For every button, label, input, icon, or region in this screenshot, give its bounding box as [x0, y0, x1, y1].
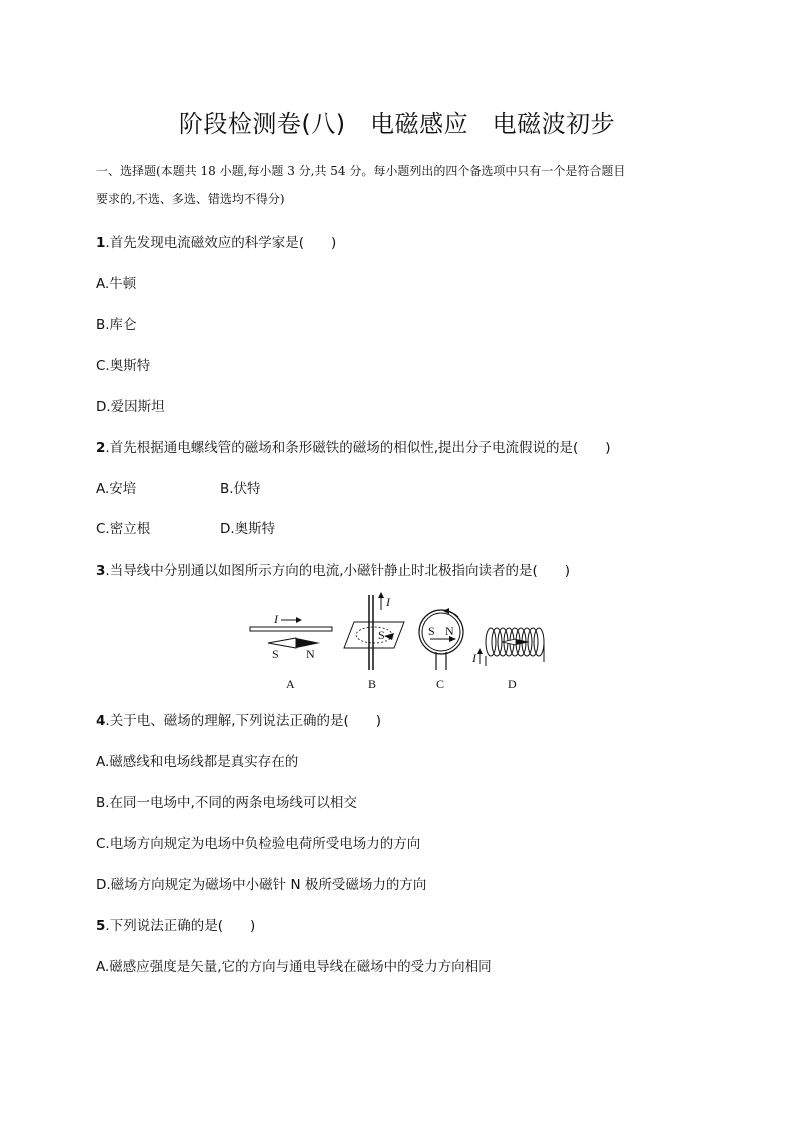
question-2-text: .首先根据通电螺线管的磁场和条形磁铁的磁场的相似性,提出分子电流假说的是( ): [105, 440, 611, 456]
question-3-text: .当导线中分别通以如图所示方向的电流,小磁针静止时北极指向读者的是( ): [105, 563, 571, 579]
current-label-d: I: [472, 651, 476, 665]
question-4-option-d: D.磁场方向规定为磁场中小磁针 N 极所受磁场力的方向: [96, 877, 427, 893]
question-4-text: .关于电、磁场的理解,下列说法正确的是( ): [105, 713, 382, 729]
current-arrowhead-d: [477, 648, 483, 654]
page-title: 阶段检测卷(八) 电磁感应 电磁波初步: [178, 110, 616, 138]
figure-label-c: C: [436, 677, 445, 691]
question-1-number: 1: [96, 235, 106, 251]
question-3-figure: [244, 590, 554, 694]
question-5-option-a: A.磁感应强度是矢量,它的方向与通电导线在磁场中的受力方向相同: [96, 959, 492, 975]
question-4-option-a: A.磁感线和电场线都是真实存在的: [96, 754, 299, 770]
question-2-option-c: C.密立根: [96, 521, 151, 537]
section-instructions: [96, 157, 706, 213]
field-circle-b: [356, 627, 392, 643]
coil-turn-2: [492, 628, 502, 656]
figure-b: [344, 592, 404, 691]
section-line-2: 要求的,不选、多选、错选均不得分): [96, 192, 285, 206]
question-1-option-c: C.奥斯特: [96, 358, 151, 374]
figure-label-a: A: [286, 677, 295, 691]
question-4-number: 4: [96, 713, 106, 729]
question-2-option-b: B.伏特: [220, 481, 261, 497]
question-2-option-d: D.奥斯特: [220, 521, 276, 537]
question-1-stem: [96, 231, 336, 251]
south-label-b: S: [378, 628, 385, 642]
question-3-number: 3: [96, 563, 106, 579]
section-line-1: 一、选择题(本题共 18 小题,每小题 3 分,共 54 分。每小题列出的四个备选项中只有一个是符合题目: [96, 164, 626, 178]
loop-outer-c: [419, 610, 463, 654]
question-5-number: 5: [96, 918, 106, 934]
question-4-option-c: C.电场方向规定为电场中负检验电荷所受电场力的方向: [96, 836, 421, 852]
wire-a: [250, 627, 332, 631]
figure-a: [250, 612, 332, 691]
leads-c: [436, 652, 446, 670]
question-2-number: 2: [96, 440, 106, 456]
question-1-option-d: D.爱因斯坦: [96, 399, 165, 415]
south-label-c: S: [428, 624, 435, 638]
figure-label-d: D: [508, 677, 517, 691]
north-label-c: N: [445, 624, 454, 638]
current-label-b: I: [386, 595, 390, 609]
question-2-option-a: A.安培: [96, 481, 137, 497]
figure-d: [471, 628, 544, 691]
question-5-stem: [96, 914, 255, 934]
question-2-stem: [96, 436, 611, 456]
current-arrowhead-b: [378, 592, 384, 598]
question-1-option-b: B.库仑: [96, 317, 137, 333]
current-arrowhead-a: [296, 617, 302, 623]
question-4-stem: [96, 709, 381, 729]
north-label-a: N: [306, 647, 315, 661]
coil-turn-9: [534, 628, 544, 656]
question-5-text: .下列说法正确的是( ): [105, 918, 256, 934]
coil-turn-1: [486, 628, 496, 656]
question-1-text: .首先发现电流磁效应的科学家是( ): [105, 235, 337, 251]
question-1-option-a: A.牛顿: [96, 276, 137, 292]
plane-b: [344, 622, 404, 648]
current-label-a: I: [274, 612, 278, 626]
figure-c: [419, 608, 463, 691]
question-3-stem: [96, 559, 570, 579]
south-label-a: S: [272, 647, 279, 661]
question-4-option-b: B.在同一电场中,不同的两条电场线可以相交: [96, 795, 357, 811]
figure-label-b: B: [368, 677, 377, 691]
